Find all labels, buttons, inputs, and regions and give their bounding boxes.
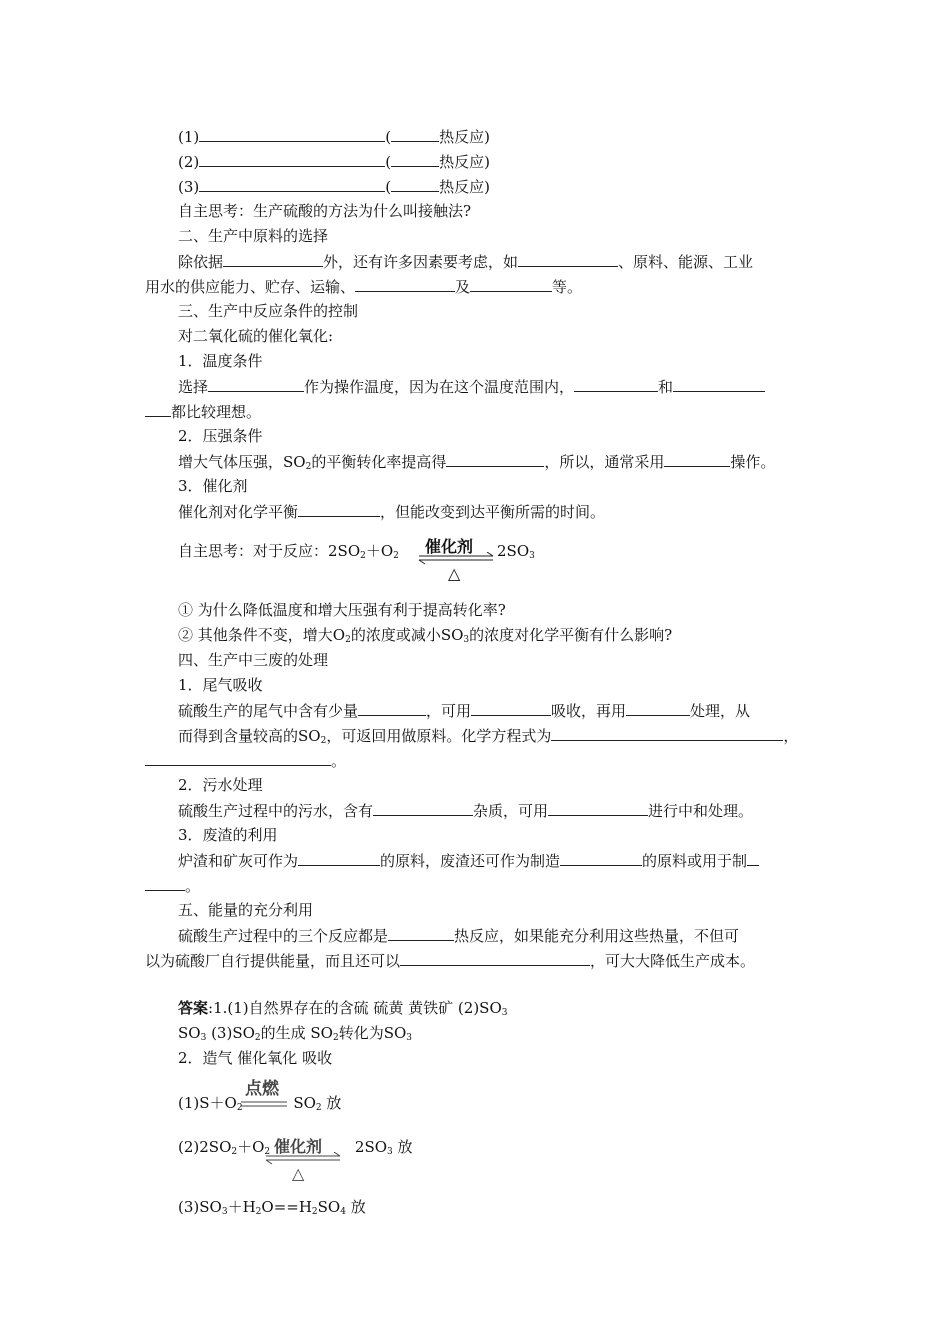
answer-blank[interactable] xyxy=(145,401,171,417)
text: 硫酸生产过程中的污水，含有 xyxy=(178,802,374,820)
subscript: 2 xyxy=(360,551,366,561)
subscript: 2 xyxy=(236,1103,243,1113)
answer-blank[interactable] xyxy=(626,700,690,716)
text: 等。 xyxy=(552,278,583,296)
text: 以为硫酸厂自行提供能量，而且还可以 xyxy=(145,952,401,970)
equilibrium-arrow xyxy=(415,534,497,586)
text: 的平衡转化率提高得 xyxy=(311,453,447,471)
subscript: 2 xyxy=(255,1207,262,1217)
answer-line-2 xyxy=(178,1023,412,1048)
answer-blank[interactable] xyxy=(223,251,323,267)
answer-line-1 xyxy=(178,998,508,1023)
answer-blank[interactable] xyxy=(673,376,765,392)
answer-blank[interactable] xyxy=(470,276,552,292)
subscript: 2 xyxy=(231,1147,238,1157)
answer-blank[interactable] xyxy=(551,725,783,741)
text: :1.(1)自然界存在的含硫 硫黄 黄铁矿 (2)SO xyxy=(208,999,502,1017)
answer-eq-3 xyxy=(178,1197,366,1222)
tail-gas-line-3 xyxy=(145,750,346,771)
subscript: 3 xyxy=(406,1033,413,1043)
text: 除依据 xyxy=(178,253,224,271)
subscript: 3 xyxy=(501,1008,508,1018)
text: ，可返回用做原料。化学方程式为 xyxy=(326,727,552,745)
answer-blank[interactable] xyxy=(400,950,590,966)
text: 处理，从 xyxy=(690,702,751,720)
think-question-2-product xyxy=(497,541,535,566)
think-question-2 xyxy=(178,541,399,566)
heat-label: 热反应) xyxy=(439,178,490,196)
text: 操作。 xyxy=(730,453,776,471)
raw-material-line-1 xyxy=(178,251,753,272)
answer-blank[interactable] xyxy=(518,251,618,267)
ignite-label: 点燃 xyxy=(245,1079,279,1099)
text: ，但能改变到达平衡所需的时间。 xyxy=(380,503,606,521)
text: 用水的供应能力、贮存、运输、 xyxy=(145,278,356,296)
subscript: 2 xyxy=(254,1033,261,1043)
temperature-line-1 xyxy=(178,376,765,397)
equilibrium-arrow-answer xyxy=(262,1134,344,1186)
text: 外，还有许多因素要考虑，如 xyxy=(323,253,519,271)
subscript: 2 xyxy=(264,1147,271,1157)
reaction-line-2 xyxy=(178,151,490,172)
answer-blank[interactable] xyxy=(446,451,544,467)
text: (3)SO xyxy=(178,1198,222,1216)
answer-blank[interactable] xyxy=(574,376,658,392)
catalyst-label: 催化剂 xyxy=(425,537,474,556)
text: 转化为SO xyxy=(338,1024,407,1042)
answer-blank[interactable] xyxy=(664,451,730,467)
answer-blank[interactable] xyxy=(199,126,385,142)
text: 增大气体压强，SO xyxy=(178,453,306,471)
text: 催化剂对化学平衡 xyxy=(178,503,299,521)
paren: ( xyxy=(385,128,392,146)
wastewater-line xyxy=(178,800,753,821)
heat-label: 热反应) xyxy=(439,153,490,171)
subscript: 3 xyxy=(221,1207,228,1217)
section-4-heading: 四、生产中三废的处理 xyxy=(178,651,329,669)
text: (1)S＋O xyxy=(178,1094,237,1112)
ignite-arrow xyxy=(241,1074,289,1110)
temperature-line-2 xyxy=(145,401,261,422)
tail-gas-line-2 xyxy=(178,725,798,751)
text: ， xyxy=(783,727,799,745)
text: 2SO xyxy=(350,1138,388,1156)
catalyst-line xyxy=(178,501,605,522)
answer-blank[interactable] xyxy=(355,276,455,292)
text: 的原料或用于制 xyxy=(642,852,748,870)
answer-blank[interactable] xyxy=(373,800,473,816)
answer-blank[interactable] xyxy=(388,925,454,941)
text: 吸收，再用 xyxy=(551,702,627,720)
item-label: (1) xyxy=(178,128,200,146)
text: 和 xyxy=(658,378,674,396)
answer-blank[interactable] xyxy=(145,875,185,891)
sub-question-1: ① 为什么降低温度和增大压强有利于提高转化率? xyxy=(178,601,506,619)
text: 选择 xyxy=(178,378,209,396)
subscript: 2 xyxy=(393,551,399,561)
answer-blank[interactable] xyxy=(199,151,385,167)
subscript: 3 xyxy=(463,635,470,645)
pressure-title: 2．压强条件 xyxy=(178,427,263,445)
text: 放 xyxy=(345,1198,366,1216)
text: 2SO xyxy=(497,542,530,560)
text: SO xyxy=(288,1094,316,1112)
answer-blank[interactable] xyxy=(471,700,551,716)
text: ，所以，通常采用 xyxy=(544,453,665,471)
text: 的浓度对化学平衡有什么影响? xyxy=(469,626,673,644)
answer-line-3: 2．造气 催化氧化 吸收 xyxy=(178,1049,333,1067)
text: 的原料，废渣还可作为制造 xyxy=(380,852,561,870)
text: 。 xyxy=(185,877,201,895)
text: ，可用 xyxy=(426,702,472,720)
text: 硫酸生产的尾气中含有少量 xyxy=(178,702,359,720)
energy-line-2 xyxy=(145,950,755,971)
item-label: (2) xyxy=(178,153,200,171)
subscript: 2 xyxy=(315,1103,322,1113)
section-2-heading: 二、生产中原料的选择 xyxy=(178,227,329,245)
temperature-title: 1．温度条件 xyxy=(178,352,263,370)
text: 、原料、能源、工业 xyxy=(618,253,754,271)
text: 而得到含量较高的SO xyxy=(178,727,321,745)
text: 及 xyxy=(455,278,471,296)
subscript: 4 xyxy=(340,1207,346,1217)
section-3-intro: 对二氧化硫的催化氧化: xyxy=(178,327,334,345)
answer-blank[interactable] xyxy=(199,176,385,192)
answer-blank[interactable] xyxy=(560,850,642,866)
sub-question-2 xyxy=(178,625,672,650)
answer-blank[interactable] xyxy=(145,750,331,766)
text: 的浓度或减小SO xyxy=(350,626,464,644)
text: 都比较理想。 xyxy=(171,403,262,421)
wastewater-title: 2．污水处理 xyxy=(178,776,263,794)
section-3-heading: 三、生产中反应条件的控制 xyxy=(178,302,359,320)
answer-blank[interactable] xyxy=(298,501,380,517)
subscript: 2 xyxy=(345,635,351,645)
energy-line-1 xyxy=(178,925,739,946)
answer-label: 答案 xyxy=(178,999,209,1017)
text: ＋H xyxy=(227,1198,256,1216)
text: 自主思考：对于反应：2SO xyxy=(178,542,361,560)
tail-gas-title: 1．尾气吸收 xyxy=(178,676,263,694)
subscript: 2 xyxy=(332,1033,339,1043)
subscript: 3 xyxy=(200,1033,207,1043)
answer-blank[interactable] xyxy=(391,126,439,142)
text: ＋O xyxy=(237,1138,265,1156)
answer-blank[interactable] xyxy=(391,176,439,192)
catalyst-title: 3．催化剂 xyxy=(178,477,248,495)
slag-line-1 xyxy=(178,850,759,871)
text: ＋O xyxy=(365,542,394,560)
section-5-heading: 五、能量的充分利用 xyxy=(178,901,314,919)
subscript: 3 xyxy=(387,1147,393,1157)
text: ，可大大降低生产成本。 xyxy=(590,952,756,970)
heat-symbol: △ xyxy=(292,1164,305,1183)
text: SO xyxy=(178,1024,201,1042)
answer-blank[interactable] xyxy=(747,850,759,866)
answer-blank[interactable] xyxy=(298,850,380,866)
subscript: 2 xyxy=(311,1207,318,1217)
text: 的生成 SO xyxy=(260,1024,333,1042)
text: 放 xyxy=(321,1094,342,1112)
slag-line-2 xyxy=(145,875,200,896)
text: SO xyxy=(317,1198,341,1216)
answer-blank[interactable] xyxy=(548,800,648,816)
text: 放 xyxy=(392,1138,413,1156)
text: 作为操作温度，因为在这个温度范围内， xyxy=(304,378,575,396)
catalyst-label: 催化剂 xyxy=(274,1137,323,1156)
text: ② 其他条件不变，增大O xyxy=(178,626,346,644)
text: (3)SO xyxy=(206,1024,255,1042)
tail-gas-line-1 xyxy=(178,700,750,721)
reaction-line-3 xyxy=(178,176,490,197)
heat-symbol: △ xyxy=(448,564,461,583)
reaction-line-1 xyxy=(178,126,490,147)
text: O==H xyxy=(261,1198,312,1216)
text: 。 xyxy=(331,752,347,770)
subscript: 3 xyxy=(529,551,535,561)
answer-blank[interactable] xyxy=(208,376,304,392)
text: 炉渣和矿灰可作为 xyxy=(178,852,299,870)
equals-arrow-icon xyxy=(241,1100,289,1108)
item-label: (3) xyxy=(178,178,200,196)
paren: ( xyxy=(385,178,392,196)
raw-material-line-2 xyxy=(145,276,582,297)
think-question-1: 自主思考：生产硫酸的方法为什么叫接触法? xyxy=(178,202,472,220)
paren: ( xyxy=(385,153,392,171)
answer-blank[interactable] xyxy=(391,151,439,167)
text: 热反应，如果能充分利用这些热量，不但可 xyxy=(454,927,740,945)
subscript: 2 xyxy=(305,462,312,472)
pressure-line xyxy=(178,451,775,477)
heat-label: 热反应) xyxy=(439,128,490,146)
text: (2)2SO xyxy=(178,1138,232,1156)
subscript: 2 xyxy=(320,736,327,746)
text: 硫酸生产过程中的三个反应都是 xyxy=(178,927,389,945)
slag-title: 3．废渣的利用 xyxy=(178,826,278,844)
answer-blank[interactable] xyxy=(358,700,426,716)
text: 杂质，可用 xyxy=(473,802,549,820)
text: 进行中和处理。 xyxy=(648,802,754,820)
